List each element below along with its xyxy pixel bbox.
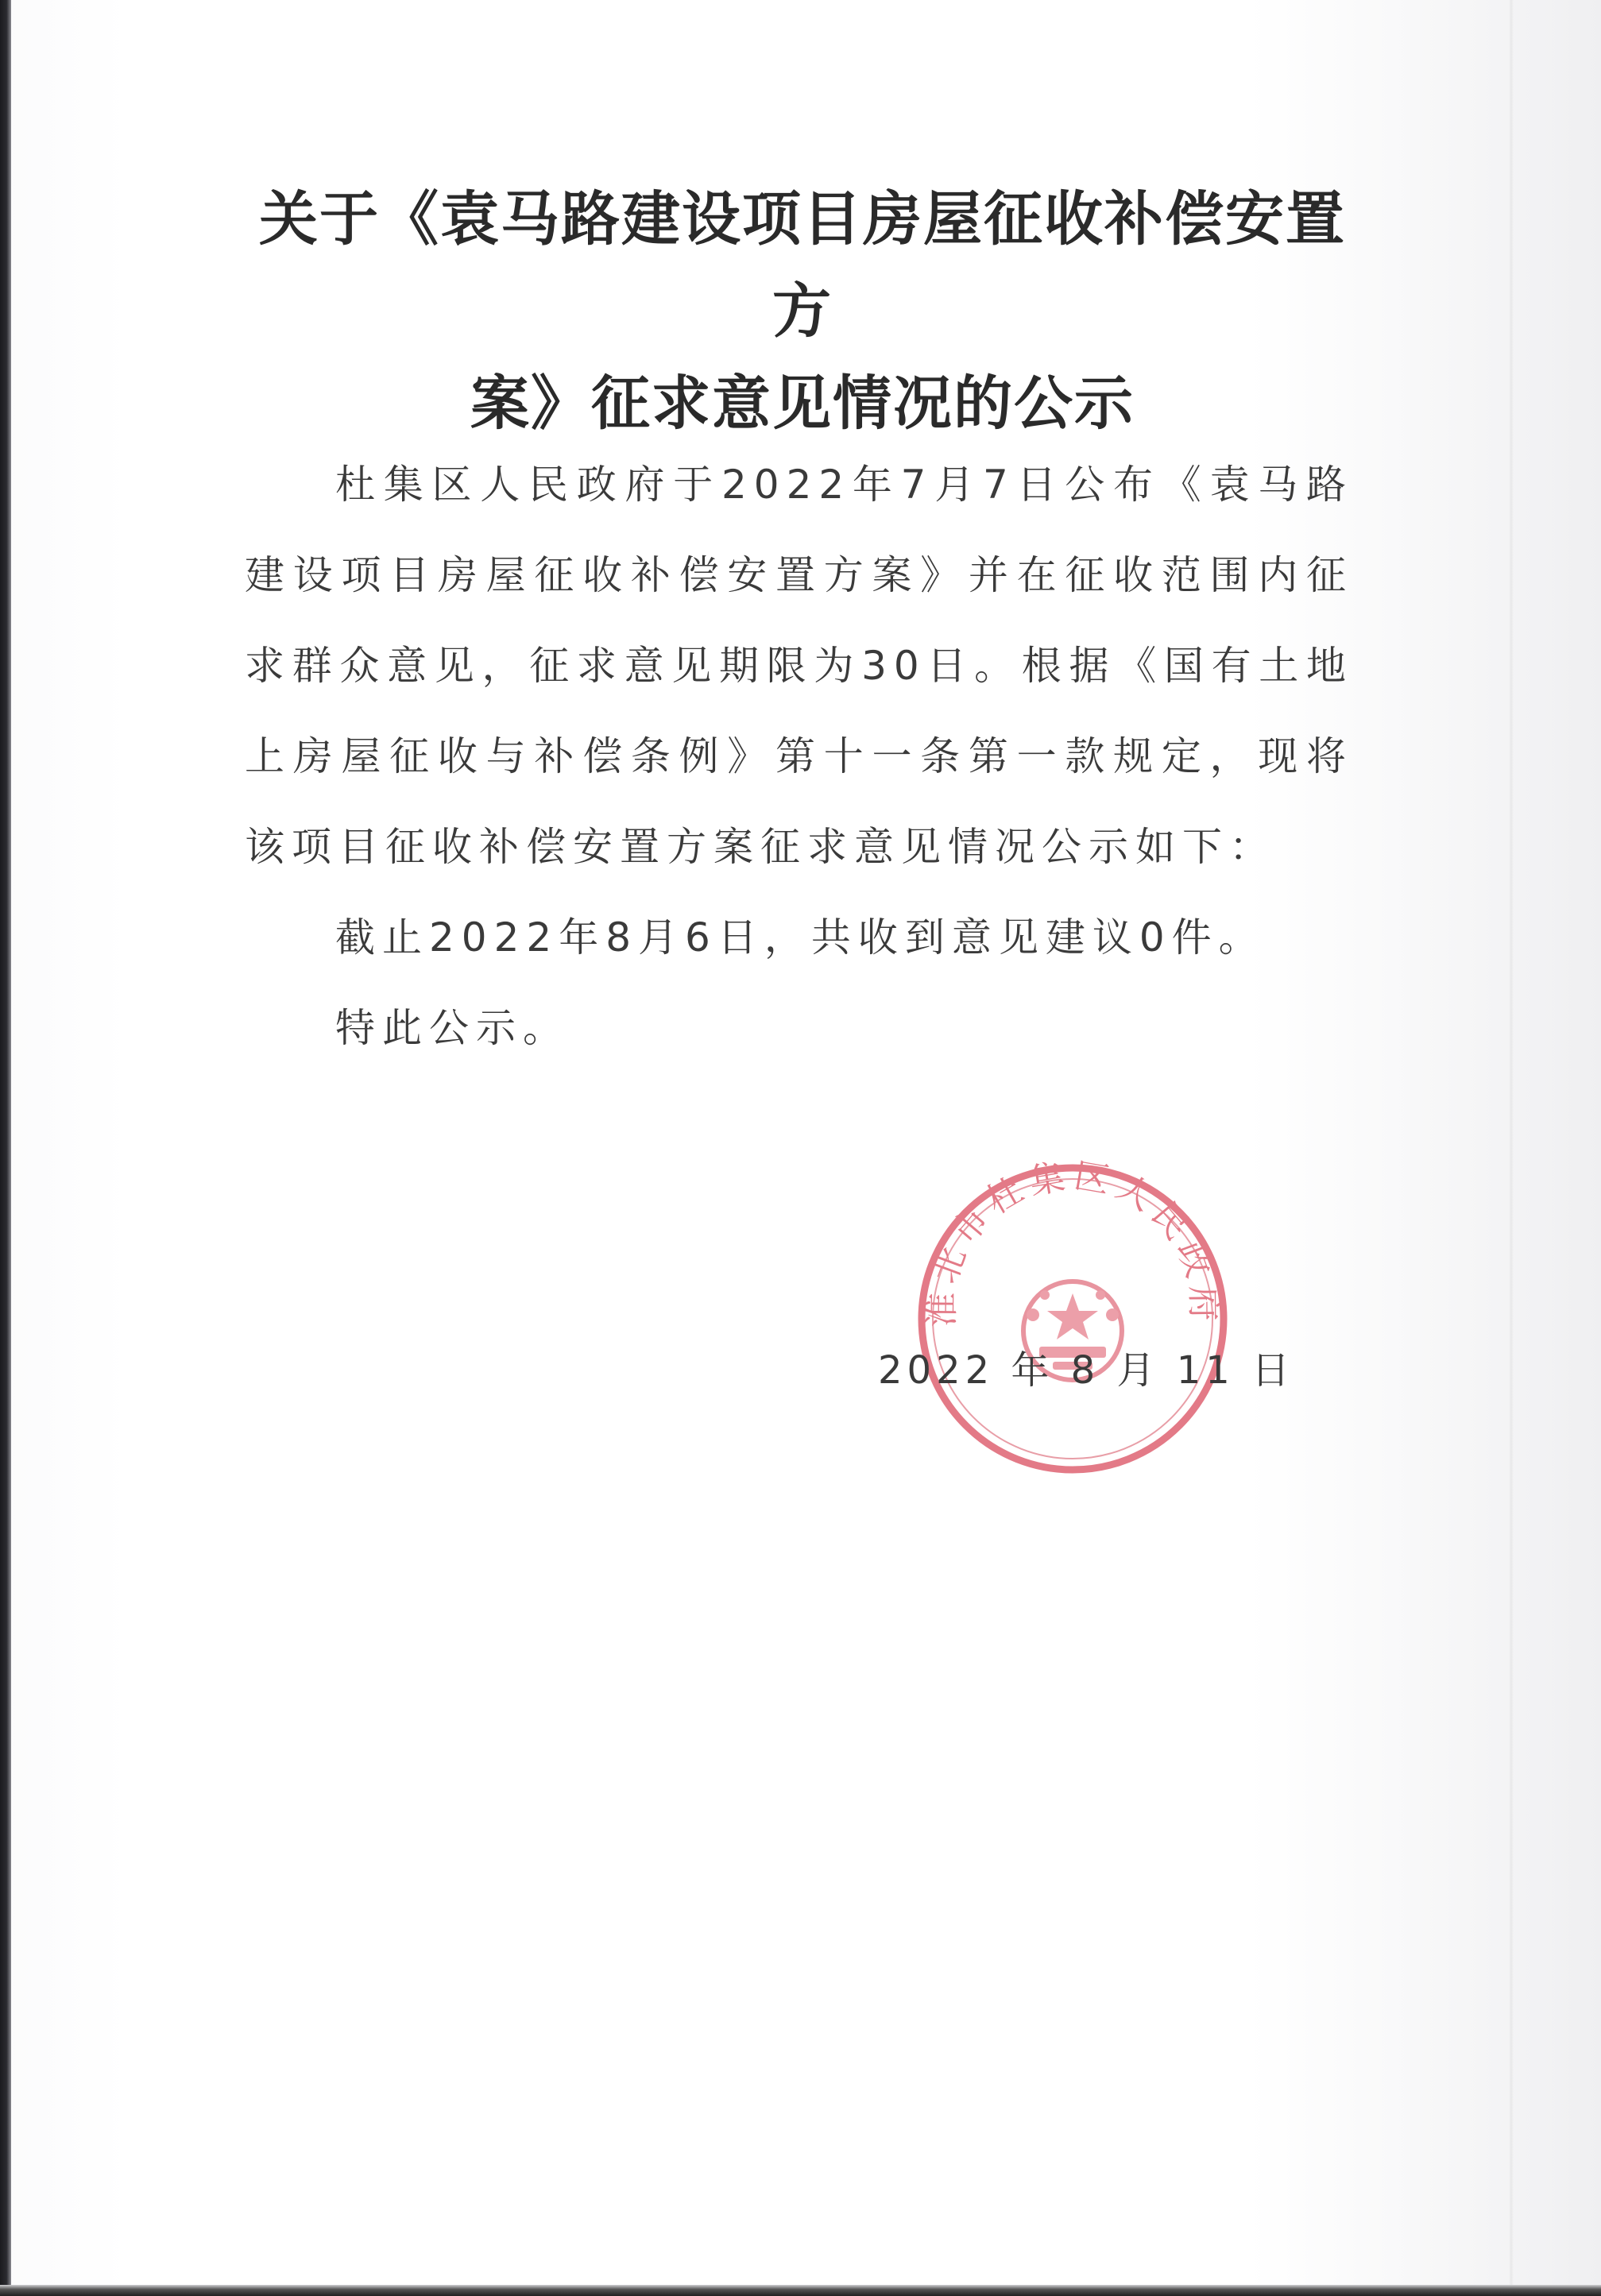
body-paragraph-closing: 特此公示。 <box>335 1005 570 1051</box>
body-paragraph-intro: 杜集区人民政府于2022年7月7日公布《袁马路建设项目房屋征收补偿安置方案》并在征收范围内征求群众意见，征求意见期限为30日。根据《国有土地上房屋征收与补偿条例》第十一条第一款规定，现将该项目征收补偿安置方案征求意见情况公示如下： <box>245 462 1353 870</box>
paper-fold-shadow <box>1509 0 1514 2285</box>
seal-text: 淮北市杜集区人民政府 <box>921 1155 1224 1328</box>
document-date: 2022 年 8 月 11 日 <box>878 1348 1295 1393</box>
body-paragraph-result: 截止2022年8月6日，共收到意见建议0件。 <box>335 914 1266 961</box>
scan-edge-bottom <box>0 2285 1601 2296</box>
document-title <box>230 173 1375 450</box>
scan-edge-left <box>0 0 11 2296</box>
title-line-1: 关于《袁马路建设项目房屋征收补偿安置方 <box>259 185 1346 346</box>
official-seal <box>906 1152 1239 1486</box>
title-line-2: 案》征求意见情况的公示 <box>470 369 1135 438</box>
document-body <box>245 439 1353 1073</box>
